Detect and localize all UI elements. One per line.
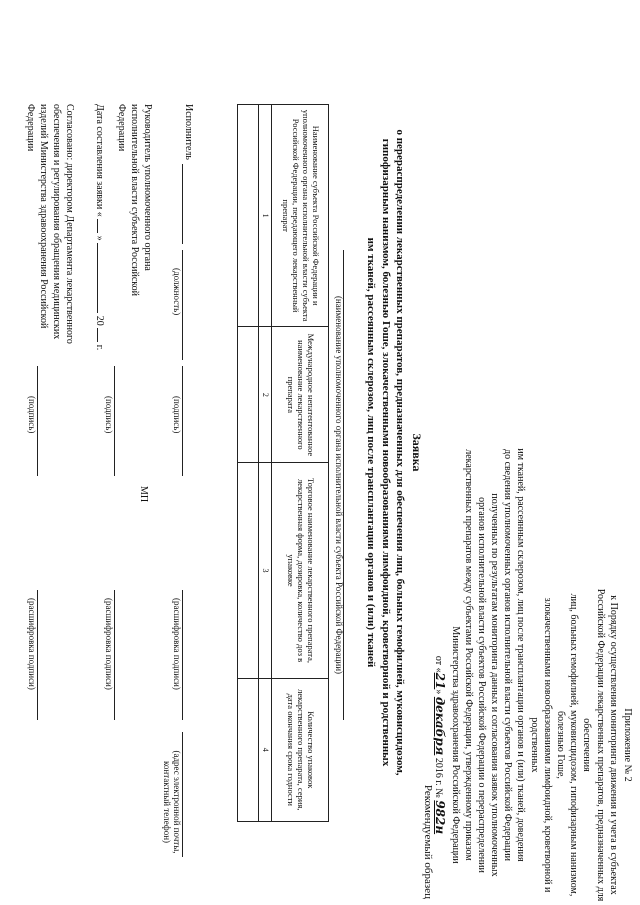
- order-number: 982н: [433, 800, 448, 835]
- appendix-line: к Порядку осуществления мониторинга движения и учета в субъектах: [607, 595, 619, 895]
- approved-signature-line[interactable]: [37, 366, 49, 476]
- table-header-cell: Международное непатентованное наименование лекарственного препарата: [272, 327, 329, 463]
- executor-name-line[interactable]: [182, 164, 194, 244]
- organ-name-field[interactable]: [343, 250, 357, 720]
- date-month: декабря: [433, 696, 448, 756]
- date-label: [93, 104, 106, 350]
- appendix-block: [432, 448, 634, 905]
- appendix-line: им тканей, рассеянным склерозом, лиц после трансплантации органов и (или) тканей, доведения: [515, 448, 527, 862]
- appendix-line: органов исполнительной власти субъектов Российской Федерации о перераспределении: [475, 497, 487, 873]
- table-cell[interactable]: [238, 105, 259, 327]
- appendix-line: до сведения уполномоченных органов исполнительной власти субъектов Российской Федерации: [502, 448, 514, 862]
- table-header-row: [272, 105, 329, 822]
- approved-decode-line[interactable]: [37, 590, 49, 720]
- table-header-cell: Количество упаковок лекарственного препарата, серия, дата окончания срока годности: [272, 678, 329, 821]
- decode-caption: (расшифровка подписи): [172, 598, 182, 690]
- table-number-cell: 4: [259, 678, 272, 821]
- table-cell[interactable]: [238, 463, 259, 678]
- table-cell[interactable]: [238, 327, 259, 463]
- date-year-field[interactable]: [97, 328, 98, 342]
- contact-caption: (адрес электронной почты, контактный телефон): [162, 750, 182, 854]
- executor-position-line[interactable]: [182, 250, 194, 360]
- appendix-line: лекарственных препаратов между субъектами Российской Федерации, утвержденному приказом: [462, 449, 474, 861]
- position-caption: (должность): [172, 268, 182, 316]
- decode-caption: (расшифровка подписи): [27, 598, 37, 690]
- executor-decode-line[interactable]: [182, 590, 194, 720]
- title-line: о перераспределении лекарственных препаратов, предназначенных для обеспечения лиц, больных гемофилией, муковисцидозом,: [393, 129, 406, 776]
- executor-signature-line[interactable]: [182, 366, 194, 476]
- signature-caption: (подпись): [172, 396, 182, 434]
- title-word: Заявка: [410, 433, 424, 472]
- date-year-prefix: 20: [94, 315, 105, 326]
- recommended-label: Рекомендуемый образец: [422, 784, 434, 899]
- date-day: 21: [433, 672, 448, 690]
- table-header-cell: Наименование субъекта Российской Федерации и уполномоченного органа исполнительной власти субъекта Российской Федерации, передающего лекарственный препарат: [272, 105, 329, 327]
- table-number-row: [259, 105, 272, 822]
- date-prefix: от «: [433, 655, 445, 673]
- decode-caption: (расшифровка подписи): [104, 598, 114, 690]
- head-signature-line[interactable]: [114, 366, 126, 476]
- date-quote: »: [94, 235, 105, 241]
- table-cell[interactable]: [238, 678, 259, 821]
- redistribution-table: [237, 104, 329, 822]
- date-label-text: Дата составления заявки «: [94, 104, 105, 217]
- date-year: 2016 г. №: [433, 757, 445, 798]
- appendix-line: злокачественными новообразованиями лимфоидной, кроветворной и родственных: [528, 597, 553, 893]
- date-day-field[interactable]: [97, 219, 98, 233]
- table-number-cell: 3: [259, 463, 272, 678]
- head-label: Руководитель уполномоченного органа исполнительной власти субъекта Российской Федерации: [116, 104, 153, 297]
- document-title: [364, 10, 424, 895]
- executor-contact-line[interactable]: [182, 732, 194, 857]
- table-number-cell: 2: [259, 327, 272, 463]
- date-month-field[interactable]: [97, 243, 98, 313]
- title-line: им тканей, рассеянным склерозом, лиц после трансплантации органов и (или) тканей: [365, 237, 378, 668]
- approved-label: Согласовано: директором Департамента лекарственного обеспечения и регулирования обращения медицинских изделий Министерства здравоохранения Российской Федерации: [25, 104, 75, 344]
- appendix-line: Министерства здравоохранения Российской Федерации: [449, 626, 461, 864]
- table-number-cell: 1: [259, 105, 272, 327]
- table-row: [238, 105, 259, 822]
- signature-caption: (подпись): [104, 396, 114, 434]
- signature-caption: (подпись): [27, 396, 37, 434]
- appendix-line: Российской Федерации лекарственных препаратов, предназначенных для обеспечения: [581, 588, 606, 902]
- table-header-cell: Торговое наименование лекарственного препарата, лекарственная форма, дозировка, количество доз в упаковке: [272, 463, 329, 678]
- date-mid: »: [433, 689, 445, 695]
- appendix-line: полученных по результатам мониторинга данных и согласования заявок уполномоченных: [489, 493, 501, 877]
- appendix-heading: Приложение № 2: [622, 708, 633, 782]
- appendix-line: лиц, больных гемофилией, муковисцидозом, гипофизарным нанизмом, болезнью Гоше,: [555, 593, 580, 897]
- executor-label: Исполнитель: [183, 104, 194, 160]
- date-year-suffix: г.: [94, 344, 105, 351]
- organ-caption: (наименование уполномоченного органа исполнительной власти субъекта Российской Федерации): [334, 295, 344, 675]
- head-decode-line[interactable]: [114, 590, 126, 720]
- title-line: гипофизарным нанизмом, болезнью Гоше, злокачественными новообразованиями лимфоидной, кроветворной и родственных: [379, 138, 392, 767]
- stamp-mark: МП: [138, 486, 149, 503]
